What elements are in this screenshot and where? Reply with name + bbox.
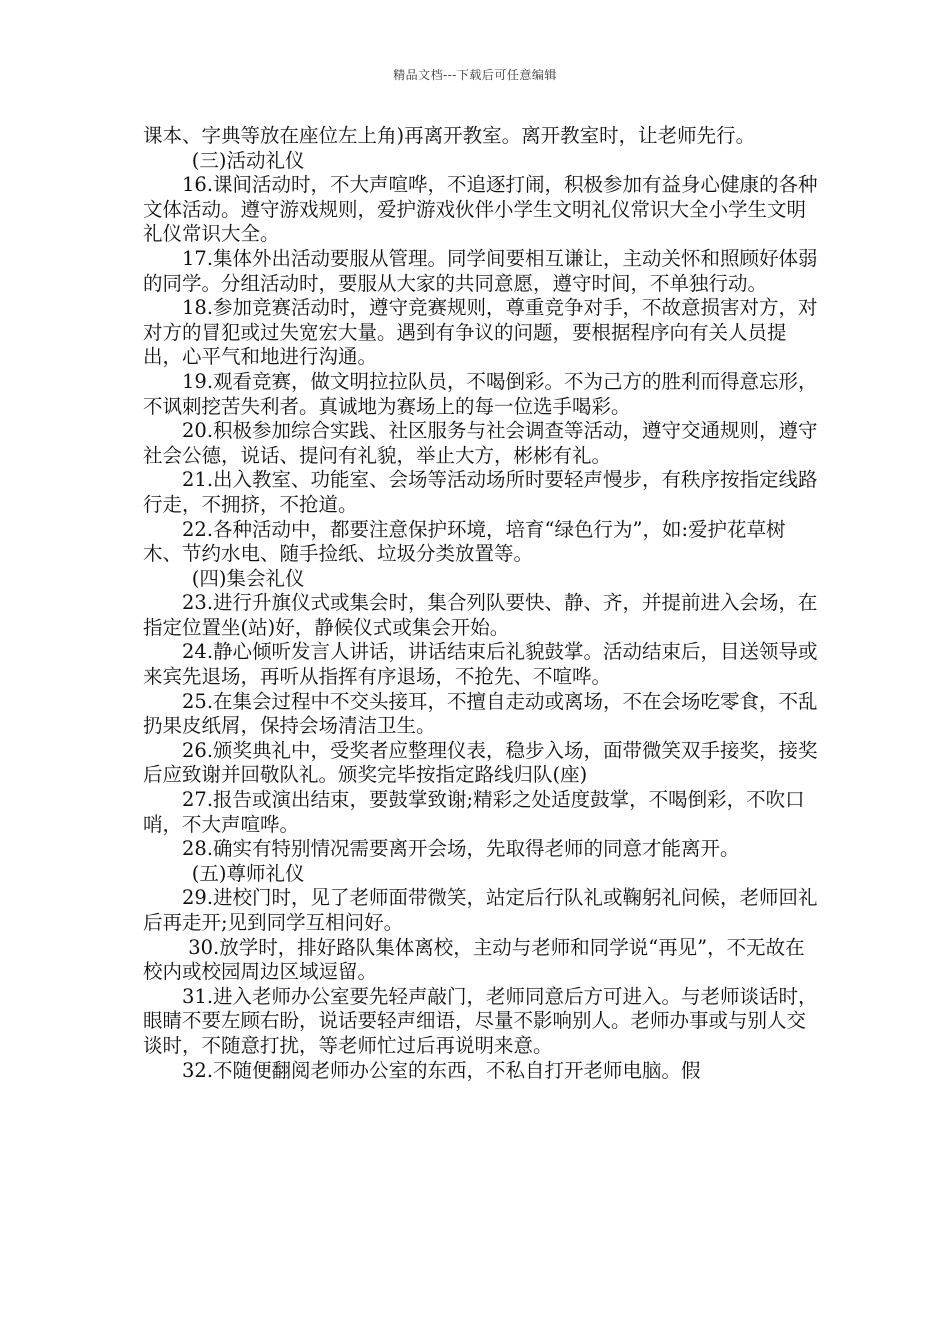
paragraph-18: 18.参加竞赛活动时，遵守竞赛规则，尊重竞争对手，不故意损害对方，对对方的冒犯或过失宽宏大量。遇到有争议的问题，要根据程序向有关人员提出，心平气和地进行沟通。 [143, 296, 818, 369]
document-body [143, 124, 823, 1083]
paragraph-24: 24.静心倾听发言人讲话，讲话结束后礼貌鼓掌。活动结束后，目送领导或来宾先退场，再听从指挥有序退场，不抢先、不喧哗。 [143, 640, 818, 689]
paragraph-17: 17.集体外出活动要服从管理。同学间要相互谦让，主动关怀和照顾好体弱的同学。分组活动时，要服从大家的共同意愿，遵守时间，不单独行动。 [143, 246, 818, 295]
paragraph-continuation: 课本、字典等放在座位左上角)再离开教室。离开教室时，让老师先行。 [143, 124, 756, 147]
paragraph-25: 25.在集会过程中不交头接耳，不擅自走动或离场，不在会场吃零食，不乱扔果皮纸屑，保持会场清洁卫生。 [143, 689, 818, 738]
paragraph-23: 23.进行升旗仪式或集会时，集合列队要快、静、齐，并提前进入会场，在指定位置坐(站)好，静候仪式或集会开始。 [143, 591, 818, 639]
paragraph-26: 26.颁奖典礼中，受奖者应整理仪表，稳步入场，面带微笑双手接奖，接奖后应致谢并回敬队礼。颁奖完毕按指定路线归队(座) [143, 738, 818, 787]
paragraph-30: 30.放学时，排好路队集体离校，主动与老师和同学说“再见”，不无故在校内或校园周边区域逗留。 [143, 935, 805, 984]
paragraph-22: 22.各种活动中，都要注意保护环境，培育“绿色行为”，如:爱护花草树木、节约水电、随手捡纸、垃圾分类放置等。 [143, 517, 786, 566]
paragraph-20: 20.积极参加综合实践、社区服务与社会调查等活动，遵守交通规则，遵守社会公德，说话、提问有礼貌，举止大方，彬彬有礼。 [143, 419, 818, 467]
paragraph-21: 21.出入教室、功能室、会场等活动场所时要轻声慢步，有秩序按指定线路行走，不拥挤，不抢道。 [143, 468, 818, 516]
section-heading-activity: (三)活动礼仪 [191, 148, 305, 172]
section-heading-respect-teachers: (五)尊师礼仪 [191, 861, 305, 885]
paragraph-29: 29.进校门时，见了老师面带微笑，站定后行队礼或鞠躬礼问候，老师回礼后再走开;见到同学互相问好。 [143, 886, 818, 934]
section-heading-assembly: (四)集会礼仪 [191, 566, 305, 590]
paragraph-19: 19.观看竞赛，做文明拉拉队员，不喝倒彩。不为己方的胜利而得意忘形，不讽刺挖苦失利者。真诚地为赛场上的每一位选手喝彩。 [143, 369, 818, 418]
paragraph-31: 31.进入老师办公室要先轻声敲门，老师同意后方可进入。与老师谈话时，眼睛不要左顾右盼，说话要轻声细语，尽量不影响别人。老师办事或与别人交谈时，不随意打扰，等老师忙过后再说明来意。 [143, 984, 818, 1057]
paragraph-28: 28.确实有特别情况需要离开会场，先取得老师的同意才能离开。 [182, 837, 740, 861]
paragraph-32: 32.不随便翻阅老师办公室的东西，不私自打开老师电脑。假 [182, 1058, 701, 1082]
paragraph-27: 27.报告或演出结束，要鼓掌致谢;精彩之处适度鼓掌，不喝倒彩，不吹口哨，不大声喧哗。 [143, 788, 805, 836]
page-header: 精品文档---下载后可任意编辑 [393, 68, 557, 82]
paragraph-16: 16.课间活动时，不大声喧哗，不追逐打闹，积极参加有益身心健康的各种文体活动。遵守游戏规则，爱护游戏伙伴小学生文明礼仪常识大全小学生文明礼仪常识大全。 [143, 173, 818, 246]
